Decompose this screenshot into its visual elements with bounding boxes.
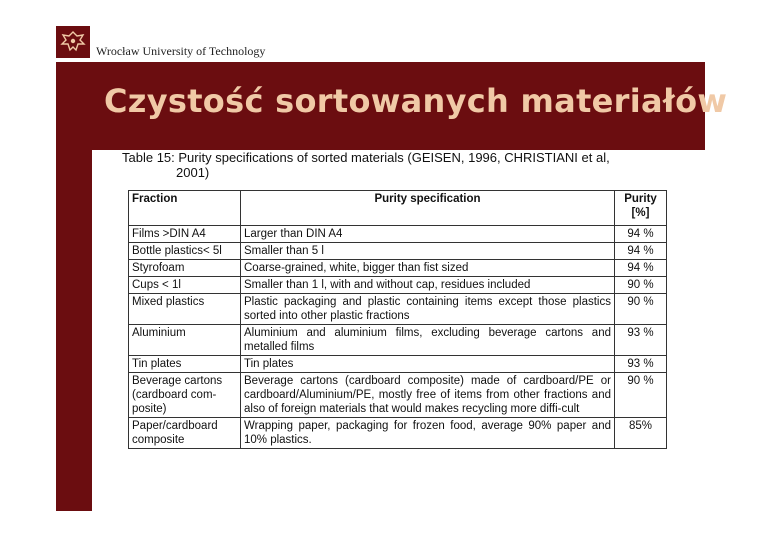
purity-cell: 93 % bbox=[615, 356, 667, 373]
table-row bbox=[129, 277, 667, 294]
fraction-cell: Tin plates bbox=[129, 356, 241, 373]
purity-cell: 85% bbox=[615, 418, 667, 449]
table-row bbox=[129, 373, 667, 418]
purity-cell: 90 % bbox=[615, 277, 667, 294]
caption-line-1: Table 15: Purity specifications of sorted materials (GEISEN, 1996, CHRISTIANI et al, bbox=[122, 150, 610, 165]
column-header-fraction: Fraction bbox=[129, 191, 241, 226]
table-row bbox=[129, 226, 667, 243]
fraction-cell: Paper/cardboard composite bbox=[129, 418, 241, 449]
table-row bbox=[129, 260, 667, 277]
table-header-row bbox=[129, 191, 667, 226]
spec-cell: Coarse-grained, white, bigger than fist sized bbox=[241, 260, 615, 277]
column-header-spec: Purity specification bbox=[241, 191, 615, 226]
fraction-cell: Films >DIN A4 bbox=[129, 226, 241, 243]
purity-table bbox=[128, 190, 667, 449]
purity-cell: 93 % bbox=[615, 325, 667, 356]
eagle-crest-icon bbox=[60, 30, 86, 54]
table-row bbox=[129, 243, 667, 260]
fraction-cell: Styrofoam bbox=[129, 260, 241, 277]
fraction-cell: Bottle plastics< 5l bbox=[129, 243, 241, 260]
university-name: Wrocław University of Technology bbox=[96, 44, 266, 58]
fraction-cell: Aluminium bbox=[129, 325, 241, 356]
spec-cell: Smaller than 5 l bbox=[241, 243, 615, 260]
column-header-purity: Purity [%] bbox=[615, 191, 667, 226]
table-row bbox=[129, 356, 667, 373]
university-logo bbox=[56, 26, 90, 58]
table-row bbox=[129, 294, 667, 325]
purity-cell: 94 % bbox=[615, 226, 667, 243]
table-caption bbox=[122, 150, 682, 180]
table-row bbox=[129, 418, 667, 449]
purity-cell: 90 % bbox=[615, 373, 667, 418]
fraction-cell: Mixed plastics bbox=[129, 294, 241, 325]
spec-cell: Tin plates bbox=[241, 356, 615, 373]
purity-cell: 94 % bbox=[615, 243, 667, 260]
spec-cell: Aluminium and aluminium films, excluding beverage cartons and metalled films bbox=[241, 325, 615, 356]
spec-cell: Larger than DIN A4 bbox=[241, 226, 615, 243]
spec-cell: Beverage cartons (cardboard composite) made of cardboard/PE or cardboard/Aluminium/PE, mostly free of items from other fractions and also of foreign materials that would makes recycling more diffi-cult bbox=[241, 373, 615, 418]
spec-cell: Wrapping paper, packaging for frozen food, average 90% paper and 10% plastics. bbox=[241, 418, 615, 449]
spec-cell: Plastic packaging and plastic containing items except those plastics sorted into other plastic fractions bbox=[241, 294, 615, 325]
purity-cell: 94 % bbox=[615, 260, 667, 277]
fraction-cell: Cups < 1l bbox=[129, 277, 241, 294]
table-row bbox=[129, 325, 667, 356]
fraction-cell: Beverage cartons (cardboard com-posite) bbox=[129, 373, 241, 418]
caption-line-2: 2001) bbox=[176, 165, 210, 180]
slide-title: Czystość sortowanych materiałów bbox=[104, 82, 728, 120]
spec-cell: Smaller than 1 l, with and without cap, residues included bbox=[241, 277, 615, 294]
purity-cell: 90 % bbox=[615, 294, 667, 325]
